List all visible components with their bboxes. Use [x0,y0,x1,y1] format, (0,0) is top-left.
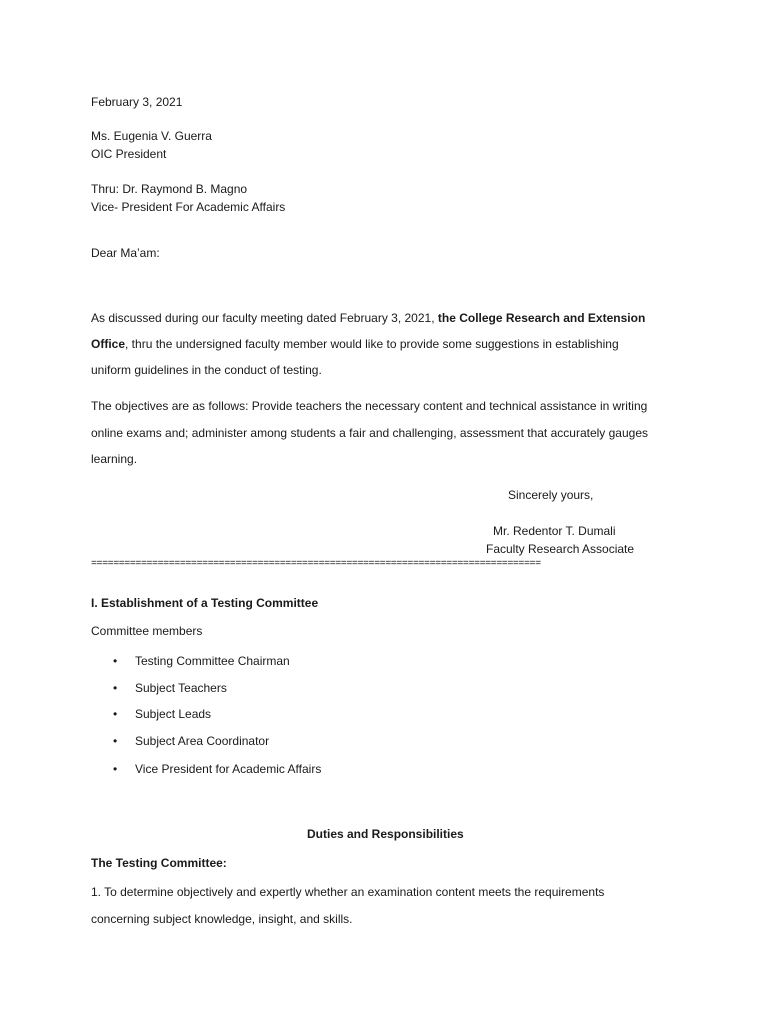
committee-members-label: Committee members [91,624,203,638]
paragraph-1-line-2 [91,336,619,352]
paragraph-2-line-3: learning. [91,452,138,466]
paragraph-1-bold-office-end: Office [91,337,126,351]
signer-title: Faculty Research Associate [486,542,635,556]
paragraph-1-bold-office: the College Research and Extension [437,311,646,325]
recipient-title: OIC President [91,147,167,161]
paragraph-1-line-3: uniform guidelines in the conduct of testing. [91,363,322,377]
paragraph-1-line-1-text: As discussed during our faculty meeting dated February 3, 2021, [91,311,438,325]
separator-line: ================================================================================= [91,559,541,570]
duty-item-1-line-1: 1. To determine objectively and expertly whether an examination content meets the requirements [91,885,605,899]
list-item: Subject Leads [135,707,212,721]
list-item: Testing Committee Chairman [135,654,290,668]
list-item: Subject Area Coordinator [135,734,270,748]
thru-title: Vice- President For Academic Affairs [91,200,286,214]
closing: Sincerely yours, [508,488,594,502]
list-item: Vice President for Academic Affairs [135,762,322,776]
paragraph-2-line-1: The objectives are as follows: Provide teachers the necessary content and technical assistance in writing [91,399,648,413]
testing-committee-label: The Testing Committee: [91,856,227,870]
duties-heading: Duties and Responsibilities [307,827,464,841]
bullet-icon: • [113,734,118,748]
list-item: Subject Teachers [135,681,227,695]
section-heading: I. Establishment of a Testing Committee [91,596,319,610]
bullet-icon: • [113,654,118,668]
bullet-icon: • [113,707,118,721]
recipient-name: Ms. Eugenia V. Guerra [91,129,212,143]
bullet-icon: • [113,762,118,776]
signer-name: Mr. Redentor T. Dumali [493,524,616,538]
paragraph-2-line-2: online exams and; administer among students a fair and challenging, assessment that accurately gauges [91,426,648,440]
thru-name: Thru: Dr. Raymond B. Magno [91,182,248,196]
duty-item-1-line-2: concerning subject knowledge, insight, and skills. [91,912,353,926]
bullet-icon: • [113,681,118,695]
salutation: Dear Ma’am: [91,246,160,260]
letter-date: February 3, 2021 [91,95,183,109]
paragraph-1-line-2-text: , thru the undersigned faculty member would like to provide some suggestions in establishing [125,337,619,351]
paragraph-1-line-1 [91,310,645,326]
